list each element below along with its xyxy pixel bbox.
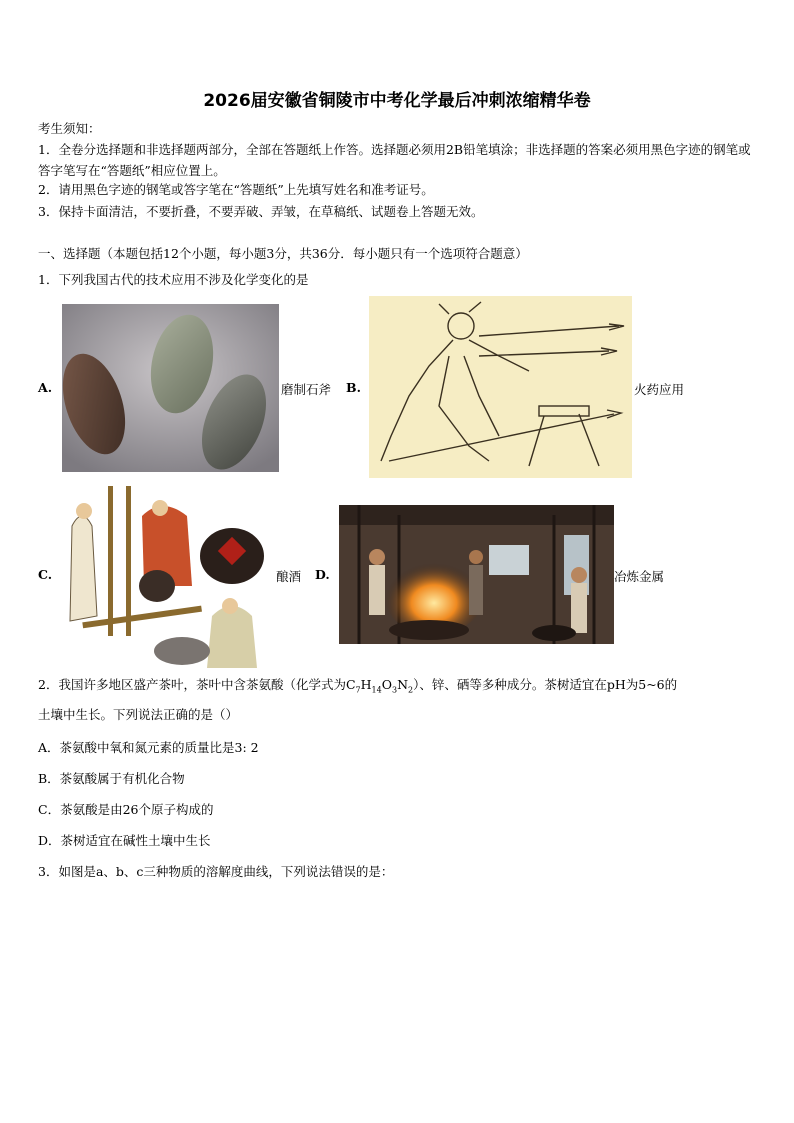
gunpowder-rocket-illustration [369, 296, 632, 478]
question-2-stem-line2: 土壤中生长。下列说法正确的是（） [38, 707, 239, 722]
wine-brewing-illustration [62, 486, 274, 668]
option-a-label: 磨制石斧 [281, 382, 332, 397]
option-b-letter: B. [346, 380, 361, 395]
question-2-option-d: D．茶树适宜在碱性土壤中生长 [38, 833, 211, 848]
notice-heading: 考生须知： [38, 121, 101, 136]
option-d-letter: D. [315, 567, 330, 582]
question-3-stem: 3．如图是a、b、c三种物质的溶解度曲线，下列说法错误的是： [38, 864, 394, 879]
option-d-label: 冶炼金属 [614, 569, 665, 584]
section-heading: 一、选择题（本题包括12个小题，每小题3分，共36分．每小题只有一个选项符合题意） [38, 246, 528, 261]
option-c-label: 酿酒 [276, 569, 302, 584]
question-2-option-b: B．茶氨酸属于有机化合物 [38, 771, 185, 786]
question-1-stem: 1．下列我国古代的技术应用不涉及化学变化的是 [38, 272, 309, 287]
option-c-letter: C. [38, 567, 53, 582]
question-2-stem: 2．我国许多地区盛产茶叶，茶叶中含茶氨酸（化学式为$C_7H_{14}O_3N_2$）、锌、硒等多种成分。茶树适宜在pH为5~6的 [38, 677, 678, 695]
notice-item-1: 1．全卷分选择题和非选择题两部分，全部在答题纸上作答。选择题必须用2B铅笔填涂；非选择题的答案必须用黑色字迹的钢笔或答字笔写在“答题纸”相应位置上。 [38, 142, 751, 178]
notice-item-2: 2．请用黑色字迹的钢笔或答字笔在“答题纸”上先填写姓名和准考证号。 [38, 182, 434, 197]
option-b-label: 火药应用 [634, 382, 685, 397]
question-2-option-c: C．茶氨酸是由26个原子构成的 [38, 802, 214, 817]
option-a-letter: A. [38, 380, 53, 395]
notice-item-3: 3．保持卡面清洁，不要折叠，不要弄破、弄皱，在草稿纸、试题卷上答题无效。 [38, 204, 484, 219]
question-2-option-a: A．茶氨酸中氧和氮元素的质量比是3: 2 [38, 740, 259, 755]
page-title: 2026届安徽省铜陵市中考化学最后冲刺浓缩精华卷 [203, 91, 591, 111]
metal-smelting-photo [339, 505, 614, 644]
stone-axes-image [62, 304, 279, 472]
